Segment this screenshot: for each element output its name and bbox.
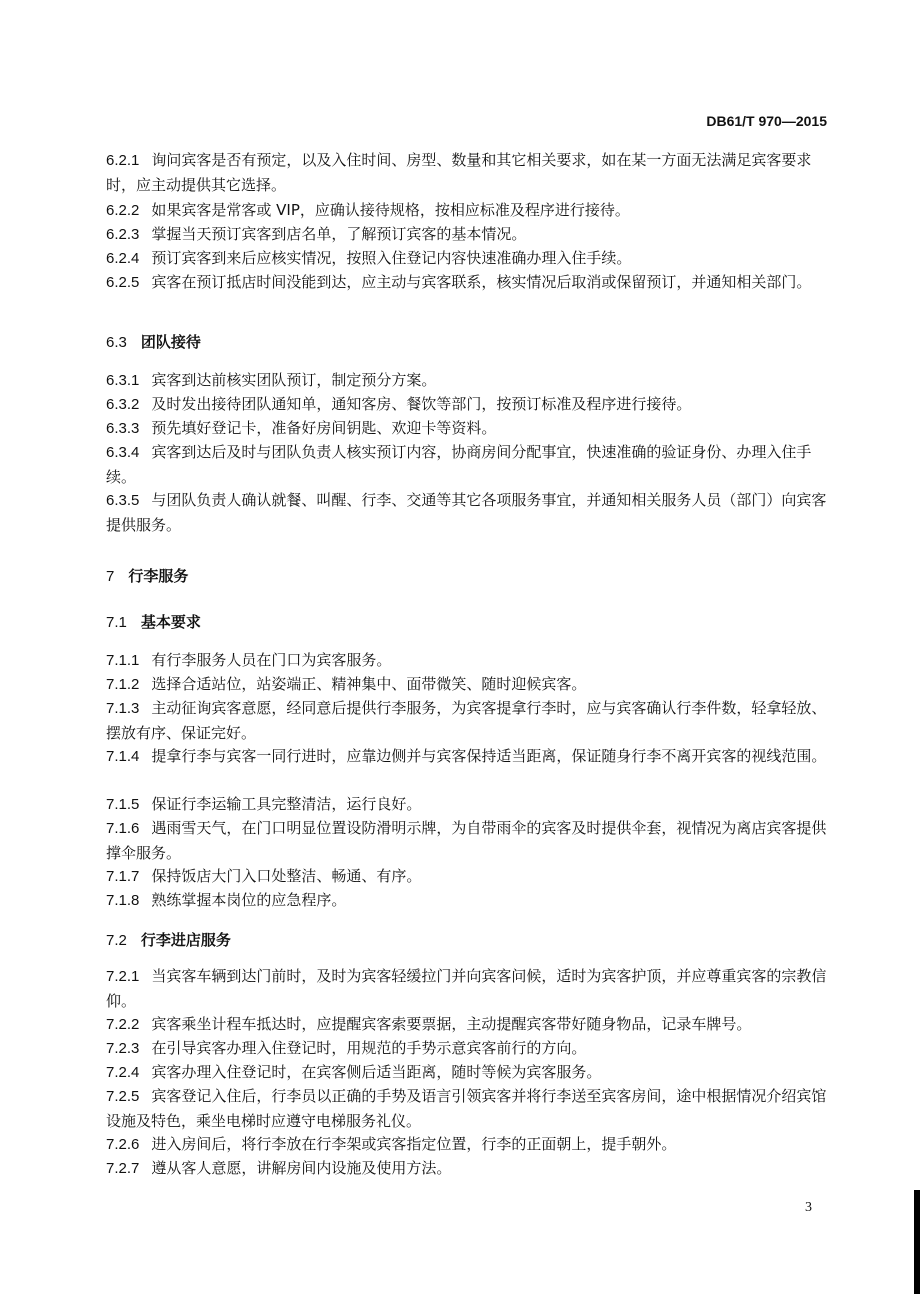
clause-7-1-6 bbox=[106, 816, 828, 866]
clause-7-1-1 bbox=[106, 648, 828, 673]
clause-number: 7.1.4 bbox=[106, 748, 140, 765]
clause-6-3-2 bbox=[106, 392, 828, 417]
clause-7-1-2 bbox=[106, 672, 828, 697]
clause-7-1-8 bbox=[106, 888, 828, 913]
clause-number: 7.2.6 bbox=[106, 1136, 140, 1153]
clause-7-2-1 bbox=[106, 964, 828, 1014]
page-number: 3 bbox=[805, 1200, 812, 1215]
clause-text: 遇雨雪天气，在门口明显位置设防滑明示牌，为自带雨伞的宾客及时提供伞套，视情况为离店宾客提供撑伞服务。 bbox=[106, 819, 827, 862]
clause-text: 宾客登记入住后，行李员以正确的手势及语言引领宾客并将行李送至宾客房间，途中根据情况介绍宾馆设施及特色，乘坐电梯时应遵守电梯服务礼仪。 bbox=[106, 1087, 827, 1130]
clause-text: 预订宾客到来后应核实情况，按照入住登记内容快速准确办理入住手续。 bbox=[151, 249, 632, 267]
section-title: 行李进店服务 bbox=[140, 931, 231, 949]
clause-text: 进入房间后，将行李放在行李架或宾客指定位置，行李的正面朝上，提手朝外。 bbox=[151, 1135, 677, 1153]
clause-text: 宾客办理入住登记时，在宾客侧后适当距离，随时等候为宾客服务。 bbox=[151, 1063, 602, 1081]
clause-text: 当宾客车辆到达门前时，及时为宾客轻缓拉门并向宾客问候，适时为宾客护顶，并应尊重宾客的宗教信仰。 bbox=[106, 967, 827, 1010]
clause-text: 选择合适站位，站姿端正、精神集中、面带微笑、随时迎候宾客。 bbox=[151, 675, 587, 693]
clause-7-2-6 bbox=[106, 1132, 828, 1157]
clause-6-3-1 bbox=[106, 368, 828, 393]
clause-7-2-7 bbox=[106, 1156, 828, 1181]
clause-number: 6.2.1 bbox=[106, 152, 140, 169]
clause-7-2-3 bbox=[106, 1036, 828, 1061]
section-title: 团队接待 bbox=[140, 333, 201, 351]
section-number: 7.1 bbox=[106, 614, 127, 631]
clause-6-3-3 bbox=[106, 416, 828, 441]
clause-7-2-4 bbox=[106, 1060, 828, 1085]
clause-6-2-1 bbox=[106, 148, 828, 198]
clause-number: 6.2.3 bbox=[106, 226, 140, 243]
clause-text: 询问宾客是否有预定，以及入住时间、房型、数量和其它相关要求，如在某一方面无法满足宾客要求时，应主动提供其它选择。 bbox=[106, 151, 812, 194]
section-number: 7 bbox=[106, 568, 115, 585]
clause-text: 熟练掌握本岗位的应急程序。 bbox=[151, 891, 347, 909]
clause-number: 6.3.3 bbox=[106, 420, 140, 437]
section-heading-7 bbox=[106, 564, 188, 589]
clause-number: 7.1.7 bbox=[106, 868, 140, 885]
clause-text: 保持饭店大门入口处整洁、畅通、有序。 bbox=[151, 867, 422, 885]
clause-text: 保证行李运输工具完整清洁，运行良好。 bbox=[151, 795, 422, 813]
section-title: 基本要求 bbox=[140, 613, 201, 631]
clause-number: 6.2.5 bbox=[106, 274, 140, 291]
clause-number: 6.3.5 bbox=[106, 492, 140, 509]
clause-number: 6.3.2 bbox=[106, 396, 140, 413]
section-heading-7-2 bbox=[106, 928, 231, 953]
clause-text: 掌握当天预订宾客到店名单，了解预订宾客的基本情况。 bbox=[151, 225, 527, 243]
section-number: 6.3 bbox=[106, 334, 127, 351]
clause-number: 7.2.3 bbox=[106, 1040, 140, 1057]
document-code: DB61/T 970—2015 bbox=[706, 113, 827, 129]
clause-number: 7.2.4 bbox=[106, 1064, 140, 1081]
clause-text: 宾客乘坐计程车抵达时，应提醒宾客索要票据，主动提醒宾客带好随身物品，记录车牌号。 bbox=[151, 1015, 752, 1033]
clause-text: 宾客到达后及时与团队负责人核实预订内容，协商房间分配事宜，快速准确的验证身份、办理入住手续。 bbox=[106, 443, 812, 486]
clause-7-2-2 bbox=[106, 1012, 828, 1037]
scan-edge-bar bbox=[914, 1190, 920, 1294]
clause-number: 7.2.5 bbox=[106, 1088, 140, 1105]
clause-number: 6.2.4 bbox=[106, 250, 140, 267]
clause-6-2-2 bbox=[106, 198, 828, 223]
clause-number: 7.1.1 bbox=[106, 652, 140, 669]
clause-number: 7.1.6 bbox=[106, 820, 140, 837]
section-number: 7.2 bbox=[106, 932, 127, 949]
clause-6-2-4 bbox=[106, 246, 828, 271]
clause-number: 7.2.7 bbox=[106, 1160, 140, 1177]
clause-text: 及时发出接待团队通知单，通知客房、餐饮等部门，按预订标准及程序进行接待。 bbox=[151, 395, 692, 413]
clause-text: 在引导宾客办理入住登记时，用规范的手势示意宾客前行的方向。 bbox=[151, 1039, 587, 1057]
clause-number: 6.3.4 bbox=[106, 444, 140, 461]
clause-7-1-4 bbox=[106, 744, 828, 769]
clause-text: 宾客到达前核实团队预订，制定预分方案。 bbox=[151, 371, 437, 389]
clause-7-1-3 bbox=[106, 696, 828, 746]
clause-text: 提拿行李与宾客一同行进时，应靠边侧并与宾客保持适当距离，保证随身行李不离开宾客的视线范围。 bbox=[151, 747, 827, 765]
clause-text: 宾客在预订抵店时间没能到达，应主动与宾客联系，核实情况后取消或保留预订，并通知相关部门。 bbox=[151, 273, 812, 291]
clause-text: 预先填好登记卡，准备好房间钥匙、欢迎卡等资料。 bbox=[151, 419, 497, 437]
clause-text: 有行李服务人员在门口为宾客服务。 bbox=[151, 651, 392, 669]
clause-number: 6.3.1 bbox=[106, 372, 140, 389]
clause-number: 7.1.2 bbox=[106, 676, 140, 693]
clause-number: 7.2.1 bbox=[106, 968, 140, 985]
clause-7-1-5 bbox=[106, 792, 828, 817]
clause-6-2-5 bbox=[106, 270, 828, 295]
clause-6-3-4 bbox=[106, 440, 828, 490]
section-heading-7-1 bbox=[106, 610, 201, 635]
clause-6-2-3 bbox=[106, 222, 828, 247]
clause-text: 如果宾客是常客或 VIP，应确认接待规格，按相应标准及程序进行接待。 bbox=[151, 201, 630, 219]
clause-number: 7.1.3 bbox=[106, 700, 140, 717]
clause-text: 与团队负责人确认就餐、叫醒、行李、交通等其它各项服务事宜，并通知相关服务人员（部门）向宾客提供服务。 bbox=[106, 491, 827, 534]
section-title: 行李服务 bbox=[128, 567, 189, 585]
clause-7-1-7 bbox=[106, 864, 828, 889]
clause-number: 7.2.2 bbox=[106, 1016, 140, 1033]
clause-number: 6.2.2 bbox=[106, 202, 140, 219]
clause-text: 遵从客人意愿，讲解房间内设施及使用方法。 bbox=[151, 1159, 452, 1177]
clause-number: 7.1.5 bbox=[106, 796, 140, 813]
clause-text: 主动征询宾客意愿，经同意后提供行李服务，为宾客提拿行李时，应与宾客确认行李件数，轻拿轻放、摆放有序、保证完好。 bbox=[106, 699, 827, 742]
section-heading-6-3 bbox=[106, 330, 201, 355]
clause-6-3-5 bbox=[106, 488, 828, 538]
clause-number: 7.1.8 bbox=[106, 892, 140, 909]
clause-7-2-5 bbox=[106, 1084, 828, 1134]
